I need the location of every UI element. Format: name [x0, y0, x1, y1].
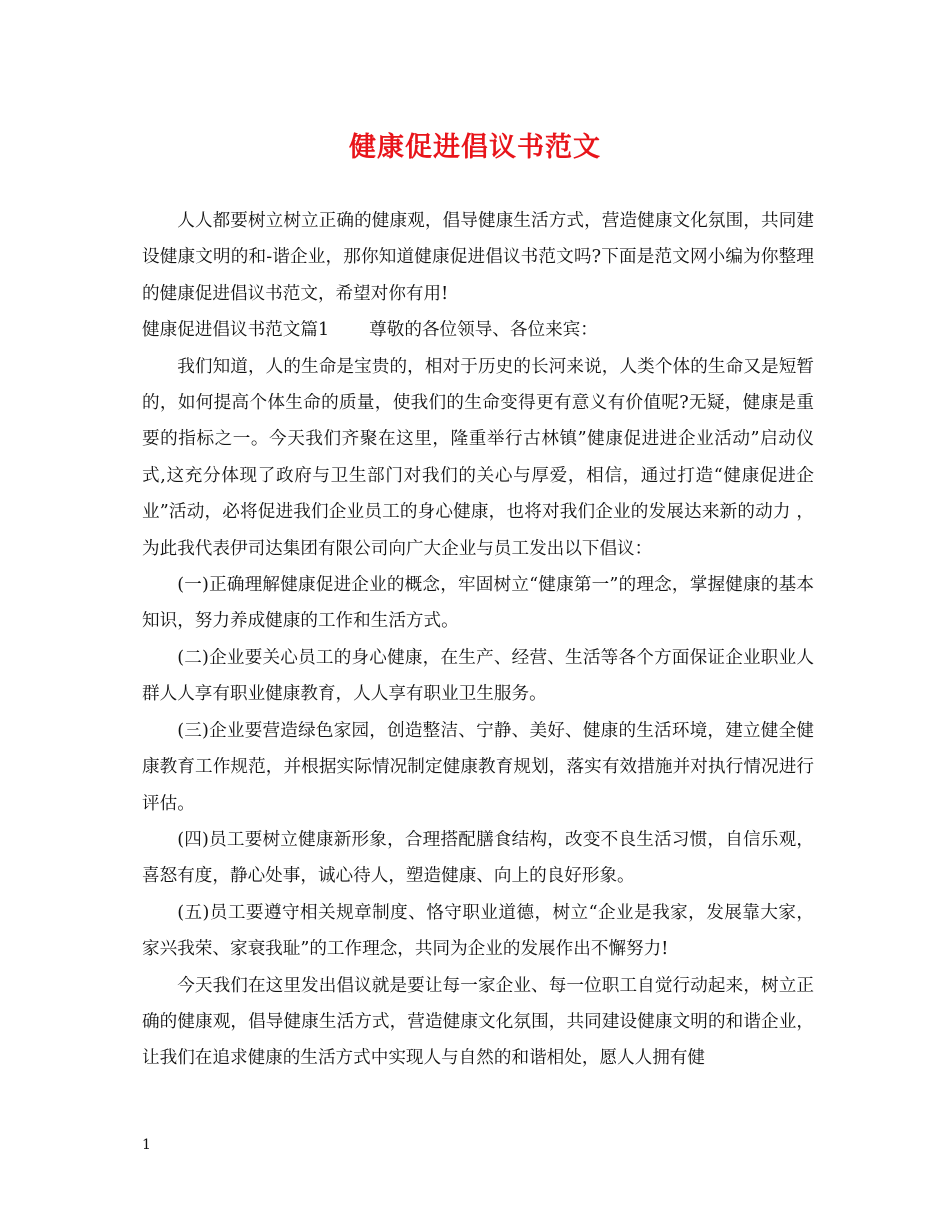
proposal-item-4: (四)员工要树立健康新形象，合理搭配膳食结构，改变不良生活习惯，自信乐观，喜怒有度，静心处事，诚心待人，塑造健康、向上的良好形象。 — [142, 829, 814, 887]
page-number: 1 — [142, 1137, 151, 1153]
closing-paragraph: 今天我们在这里发出倡议就是要让每一家企业、每一位职工自觉行动起来，树立正确的健康观，倡导健康生活方式，营造健康文化氛围，共同建设健康文明的和谐企业，让我们在追求健康的生活方式中实现人与自然的和谐相处，愿人人拥有健 — [142, 975, 814, 1069]
proposal-item-1: (一)正确理解健康促进企业的概念，牢固树立“健康第一”的理念，掌握健康的基本知识，努力养成健康的工作和生活方式。 — [142, 575, 814, 632]
document-body — [142, 203, 814, 1077]
section-heading-line — [142, 312, 814, 348]
proposal-item-3: (三)企业要营造绿色家园，创造整洁、宁静、美好、健康的生活环境，建立健全健康教育工作规范，并根据实际情况制定健康教育规划，落实有效措施并对执行情况进行评估。 — [142, 720, 814, 814]
section-heading: 健康促进倡议书范文篇1 — [142, 320, 330, 341]
intro-paragraph: 人人都要树立树立正确的健康观，倡导健康生活方式，营造健康文化氛围，共同建设健康文明的和-谐企业，那你知道健康促进倡议书范文吗?下面是范文网小编为你整理的健康促进倡议书范文，希望对你有用! — [142, 211, 814, 304]
document-title: 健康促进倡议书范文 — [349, 132, 601, 163]
body-paragraph: 我们知道，人的生命是宝贵的，相对于历史的长河来说，人类个体的生命又是短暂的，如何提高个体生命的质量，使我们的生命变得更有意义有价值呢?无疑，健康是重要的指标之一。今天我们齐聚在这里，隆重举行古林镇”健康促进进企业活动”启动仪式,这充分体现了政府与卫生部门对我们的关心与厚爱，相信，通过打造“健康促进企业”活动，必将促进我们企业员工的身心健康，也将对我们企业的发展达来新的动力 ，为此我代表伊司达集团有限公司向广大企业与员工发出以下倡议： — [142, 356, 814, 559]
proposal-item-2: (二)企业要关心员工的身心健康，在生产、经营、生活等各个方面保证企业职业人群人人享有职业健康教育，人人享有职业卫生服务。 — [142, 647, 814, 705]
proposal-item-5: (五)员工要遵守相关规章制度、恪守职业道德，树立“企业是我家，发展靠大家，家兴我荣、家衰我耻”的工作理念，共同为企业的发展作出不懈努力! — [142, 902, 814, 960]
salutation: 尊敬的各位领导、各位来宾： — [369, 320, 598, 341]
